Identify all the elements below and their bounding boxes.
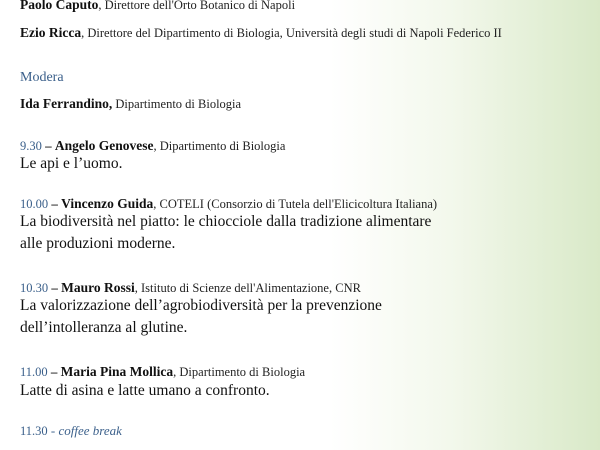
talk-time: 9.30 (20, 139, 42, 153)
talk-affiliation: , COTELI (Consorzio di Tutela dell'Elicicoltura Italiana) (153, 197, 438, 211)
speaker-role: , Direttore del Dipartimento di Biologia, Università degli studi di Napoli Federico II (81, 26, 502, 40)
program-page (20, 0, 595, 450)
talk-time: 10.00 (20, 197, 49, 211)
talk-speaker: Vincenzo Guida (61, 196, 154, 211)
talk-dash: – (41, 138, 55, 153)
talk-title-genovese: Le api e l’uomo. (20, 155, 123, 172)
talk-speaker: Maria Pina Mollica (60, 364, 174, 379)
talk-dash: – (48, 280, 62, 295)
talk-dash: – (47, 364, 61, 379)
moderator-role: Dipartimento di Biologia (112, 97, 242, 111)
coffee-time: 11.30 (20, 424, 48, 438)
coffee-dash: - (47, 423, 59, 438)
talk-header-guida (20, 193, 437, 212)
coffee-break-line (20, 420, 122, 439)
moderator-name: Ida Ferrandino, (20, 96, 113, 111)
talk-speaker: Mauro Rossi (61, 280, 135, 295)
modera-label-text: Modera (20, 70, 64, 85)
moderator-line (20, 93, 241, 112)
speaker-role: , Direttore dell'Orto Botanico di Napoli (98, 0, 296, 12)
modera-label (20, 66, 64, 86)
speaker-name: Ezio Ricca (20, 25, 82, 40)
talk-affiliation: , Istituto di Scienze dell'Alimentazione, CNR (134, 281, 361, 295)
talk-header-genovese (20, 135, 285, 154)
talk-affiliation: , Dipartimento di Biologia (153, 139, 286, 153)
talk-title-rossi-line1: La valorizzazione dell’agrobiodiversità per la prevenzione (20, 297, 382, 314)
talk-speaker: Angelo Genovese (54, 138, 154, 153)
talk-time: 11.00 (20, 365, 48, 379)
coffee-label: coffee break (58, 423, 122, 438)
talk-time: 10.30 (20, 281, 49, 295)
talk-affiliation: , Dipartimento di Biologia (173, 365, 306, 379)
talk-header-rossi (20, 277, 361, 296)
talk-dash: – (48, 196, 62, 211)
talk-title-guida-line2: alle produzioni moderne. (20, 235, 176, 252)
talk-header-mollica (20, 361, 305, 380)
talk-title-mollica: Latte di asina e latte umano a confronto. (20, 382, 270, 399)
speaker-line-ricca (20, 22, 502, 41)
speaker-name: Paolo Caputo (20, 0, 99, 12)
talk-title-guida-line1: La biodiversità nel piatto: le chiocciole dalla tradizione alimentare (20, 213, 432, 230)
speaker-line-caputo (20, 0, 295, 13)
talk-title-rossi-line2: dell’intolleranza al glutine. (20, 319, 188, 336)
